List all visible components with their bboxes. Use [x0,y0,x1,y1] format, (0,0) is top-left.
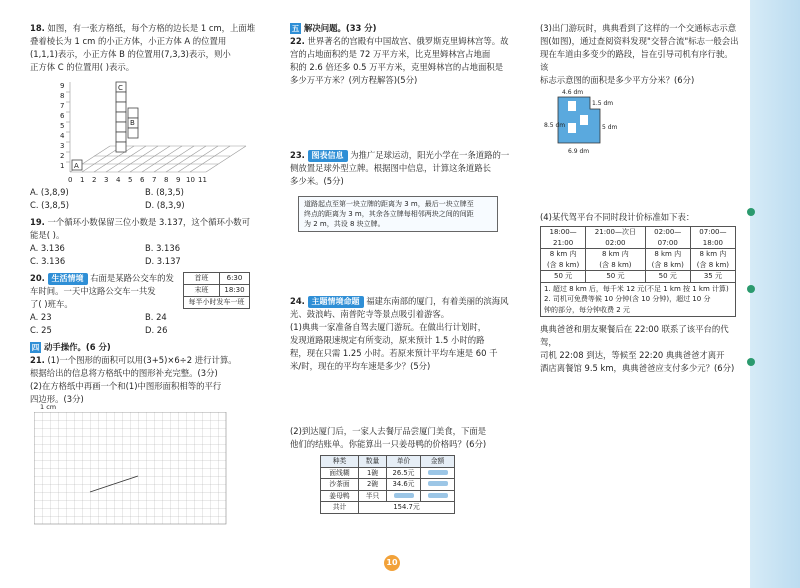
traffic-sign-figure [544,87,664,159]
option-d[interactable]: D. 26 [145,325,168,336]
option-b[interactable]: B. (8,3,5) [145,187,184,198]
svg-text:8: 8 [164,176,169,185]
svg-text:3: 3 [104,176,109,185]
svg-text:5: 5 [128,176,133,185]
section-5-title: 五 解决问题。(33 分) [291,23,377,33]
svg-text:6: 6 [60,112,65,121]
blurred-price [394,493,414,498]
question-24-part3: (3)出门游玩时，典典看到了这样的一个交通标志示意 图(如图)，通过查阅资料发现"交替合流"标志一般会出 现在车道由多变少的路段，旨在引导司机有序行驶。该 标志示意图的面积是多少平方分米？(6分) 4.6 dm 1.5 dm 8.5 dm 5 dm 6.9 dm [540,22,740,159]
question-19: 19. 一个循环小数保留三位小数是 3.137，这个循环小数可 能是( )。 A. 3.136 B. 3.136 C. 3.136 D. 3.137 [30,216,260,268]
label-c: C [118,84,123,93]
table-row: 姜母鸭 半只 [321,490,455,502]
page-number: 10 [384,555,400,571]
blurred-amount [428,493,448,498]
tag-chart-info: 图表信息 [308,150,348,162]
dim-left: 8.5 dm [544,122,566,130]
dim-bottom: 6.9 dm [568,148,590,156]
table-row-total: 共计 154.7元 [321,502,455,514]
svg-text:9: 9 [176,176,181,185]
blurred-amount [428,481,448,486]
option-b[interactable]: B. 24 [145,312,167,323]
question-24: 24. 主题情境命题 福建东南部的厦门，有着美丽的滨海风 光、鼓浪屿、南普陀寺等景点吸引着游客。 (1)典典一家准备自驾去厦门游玩。在做出行计划时， 发现道路限速规定有所变动，原来预计 1.5 小时的路 程，现在只需 1.25 小时。若原来预计平均车速是 60 千 米/时，现在的平均车速是多少？(5分) (2)到达厦门后，一家人去餐厅品尝厦门美食，下面是 他们的结账单。你能算出一只姜母鸭的价格吗？(6分) 种类 数量 单价 金额 面线糊 1碗 26.5元 沙茶面 2碗 34.6元 姜母鸭 半只 共计 154.7元 [290,295,515,514]
question-24-part4: (4)某代驾平台不同时段计价标准如下表： 18:00—21:00 21:00—次日 02:00 02:00—07:00 07:00—18:00 8 km 内 (含 8 km) 8 km 内 (含 8 km) 8 km 内 (含 8 km) 8 km 内 (含 8 km) 50 元 50 元 50 元 35 元 1. 超过 8 km 后，每千米 12 元(不足 1 km 按 1 km 计算) 2. 司机可免费等候 10 分钟(含 10 分钟)，超过 10 分 钟的部分，每分钟收费 2 元 典典爸爸和朋友聚餐后在 22:00 联系了该平台的代驾， 司机 22:08 到达，等候至 22:20 典典爸爸才离开 酒店离餐馆 9.5 km，典典爸爸应支付多少元？(6分) [540,212,735,374]
cube-grid-figure [30,74,260,186]
page-edge-bar [750,0,800,588]
svg-text:5: 5 [60,122,65,131]
restaurant-bill: 种类 数量 单价 金额 面线糊 1碗 26.5元 沙茶面 2碗 34.6元 姜母鸭 半只 共计 154.7元 [320,455,455,514]
option-a[interactable]: A. 23 [30,312,52,323]
edge-dot [747,285,755,293]
option-c[interactable]: C. (3,8,5) [30,200,70,211]
table-row: 沙茶面 2碗 34.6元 [321,479,455,491]
edge-dot [747,358,755,366]
column-right [540,22,740,379]
svg-text:8: 8 [60,92,65,101]
grid-paper [34,412,234,530]
table-row: 8 km 内 (含 8 km) 8 km 内 (含 8 km) 8 km 内 (含 8 km) 8 km 内 (含 8 km) [541,249,736,271]
table-row: 50 元 50 元 50 元 35 元 [541,271,736,283]
label-a: A [74,162,79,171]
pricing-table: 18:00—21:00 21:00—次日 02:00 02:00—07:00 07:00—18:00 8 km 内 (含 8 km) 8 km 内 (含 8 km) 8 km 内 (含 8 km) 8 km 内 (含 8 km) 50 元 50 元 50 元 35 元 1. 超过 8 km 后，每千米 12 元(不足 1 km 按 1 km 计算) 2. 司机可免费等候 10 分钟(含 10 分钟)，超过 10 分 钟的部分，每分钟收费 2 元 [540,226,736,317]
svg-text:7: 7 [60,102,65,111]
option-a[interactable]: A. 3.136 [30,243,65,254]
column-middle [290,22,515,518]
tag-theme-scenario: 主题情境命题 [308,296,364,308]
tag-life-scenario: 生活情境 [48,273,88,285]
option-c[interactable]: C. 25 [30,325,52,336]
bus-schedule-table: 首班 6:30 末班 18:30 每半小时发车一班 [183,272,250,309]
table-row: 1. 超过 8 km 后，每千米 12 元(不足 1 km 按 1 km 计算) 2. 司机可免费等候 10 分钟(含 10 分钟)，超过 10 分 钟的部分，每分钟收费 2 元 [541,282,736,317]
question-23: 23. 图表信息 为推广足球运动，阳光小学在一条道路的一 侧放置足球外型立牌。根据图中信息，计算这条道路长 多少米。(5分) 道路起点至第一块立牌的距离为 3 m，最后一块立牌至 终点的距离为 3 m，其余各立牌每相邻两块之间的间距 为 2 m，共设 8 块立牌。 [290,149,515,291]
svg-text:2: 2 [92,176,97,185]
svg-text:2: 2 [60,152,65,161]
svg-text:9: 9 [60,82,65,91]
svg-text:7: 7 [152,176,157,185]
dim-side: 1.5 dm [592,100,614,108]
option-b[interactable]: B. 3.136 [145,243,181,254]
question-20: 首班 6:30 末班 18:30 每半小时发车一班 20. 生活情境 右面是某路公交车的发 车时间。一天中这路公交车一共发 了( )班车。 A. 23 B. 24 C. 25 D. 26 [30,272,260,337]
table-row: 面线糊 1碗 26.5元 [321,467,455,479]
blurred-amount [428,470,448,475]
svg-text:1: 1 [80,176,85,185]
label-b: B [130,119,135,128]
edge-dot [747,208,755,216]
svg-text:4: 4 [116,176,121,185]
scale-label: 1 cm [40,403,57,412]
question-22: 22. 世界著名的宫殿有中国故宫、俄罗斯克里姆林宫等。故 宫的占地面积约是 72 万平方米，比克里姆林宫占地面 积的 2.6 倍还多 0.5 万平方米，克里姆林宫的占地面积是 多少万平方米？(列方程解答)(5分) [290,36,509,86]
svg-text:3: 3 [60,142,65,151]
svg-text:10: 10 [186,176,195,185]
option-c[interactable]: C. 3.136 [30,256,66,267]
svg-text:11: 11 [198,176,207,185]
option-d[interactable]: D. 3.137 [145,256,181,267]
road-info-note: 道路起点至第一块立牌的距离为 3 m，最后一块立牌至 终点的距离为 3 m，其余各立牌每相邻两块之间的间距 为 2 m，共设 8 块立牌。 [298,196,498,232]
dim-top: 4.6 dm [562,89,584,97]
question-21: 21. (1)一个图形的面积可以用(3+5)×6÷2 进行计算。 根据给出的信息将方格纸中的图形补充完整。(3分) (2)在方格纸中再画一个和(1)中图形面积相等的平行 四边形。(3分) 1 cm [30,354,260,530]
svg-text:1: 1 [60,162,65,171]
question-18: 18. 如图，有一张方格纸，每个方格的边长是 1 cm，上面堆 叠着棱长为 1 cm 的小正方体，小正方体 A 的位置用 (1,1,1)表示，小正方体 B 的位置用(7,3,3)表示，则小 正方体 C 的位置用( )表示。 A B C 9 8 7 6 5 4 3 2 1 0 1 2 3 4 5 6 7 8 9 10 11 A. (3,8,9) B. (8,3,5) C. (3,8,5) D. (8,3,9) [30,22,260,212]
svg-text:4: 4 [60,132,65,141]
section-4-title: 四 动手操作。(6 分) [31,342,111,353]
svg-text:6: 6 [140,176,145,185]
svg-text:0: 0 [68,176,73,185]
option-a[interactable]: A. (3,8,9) [30,187,69,198]
option-d[interactable]: D. (8,3,9) [145,200,185,211]
dim-right: 5 dm [602,124,618,132]
column-left [30,22,260,534]
